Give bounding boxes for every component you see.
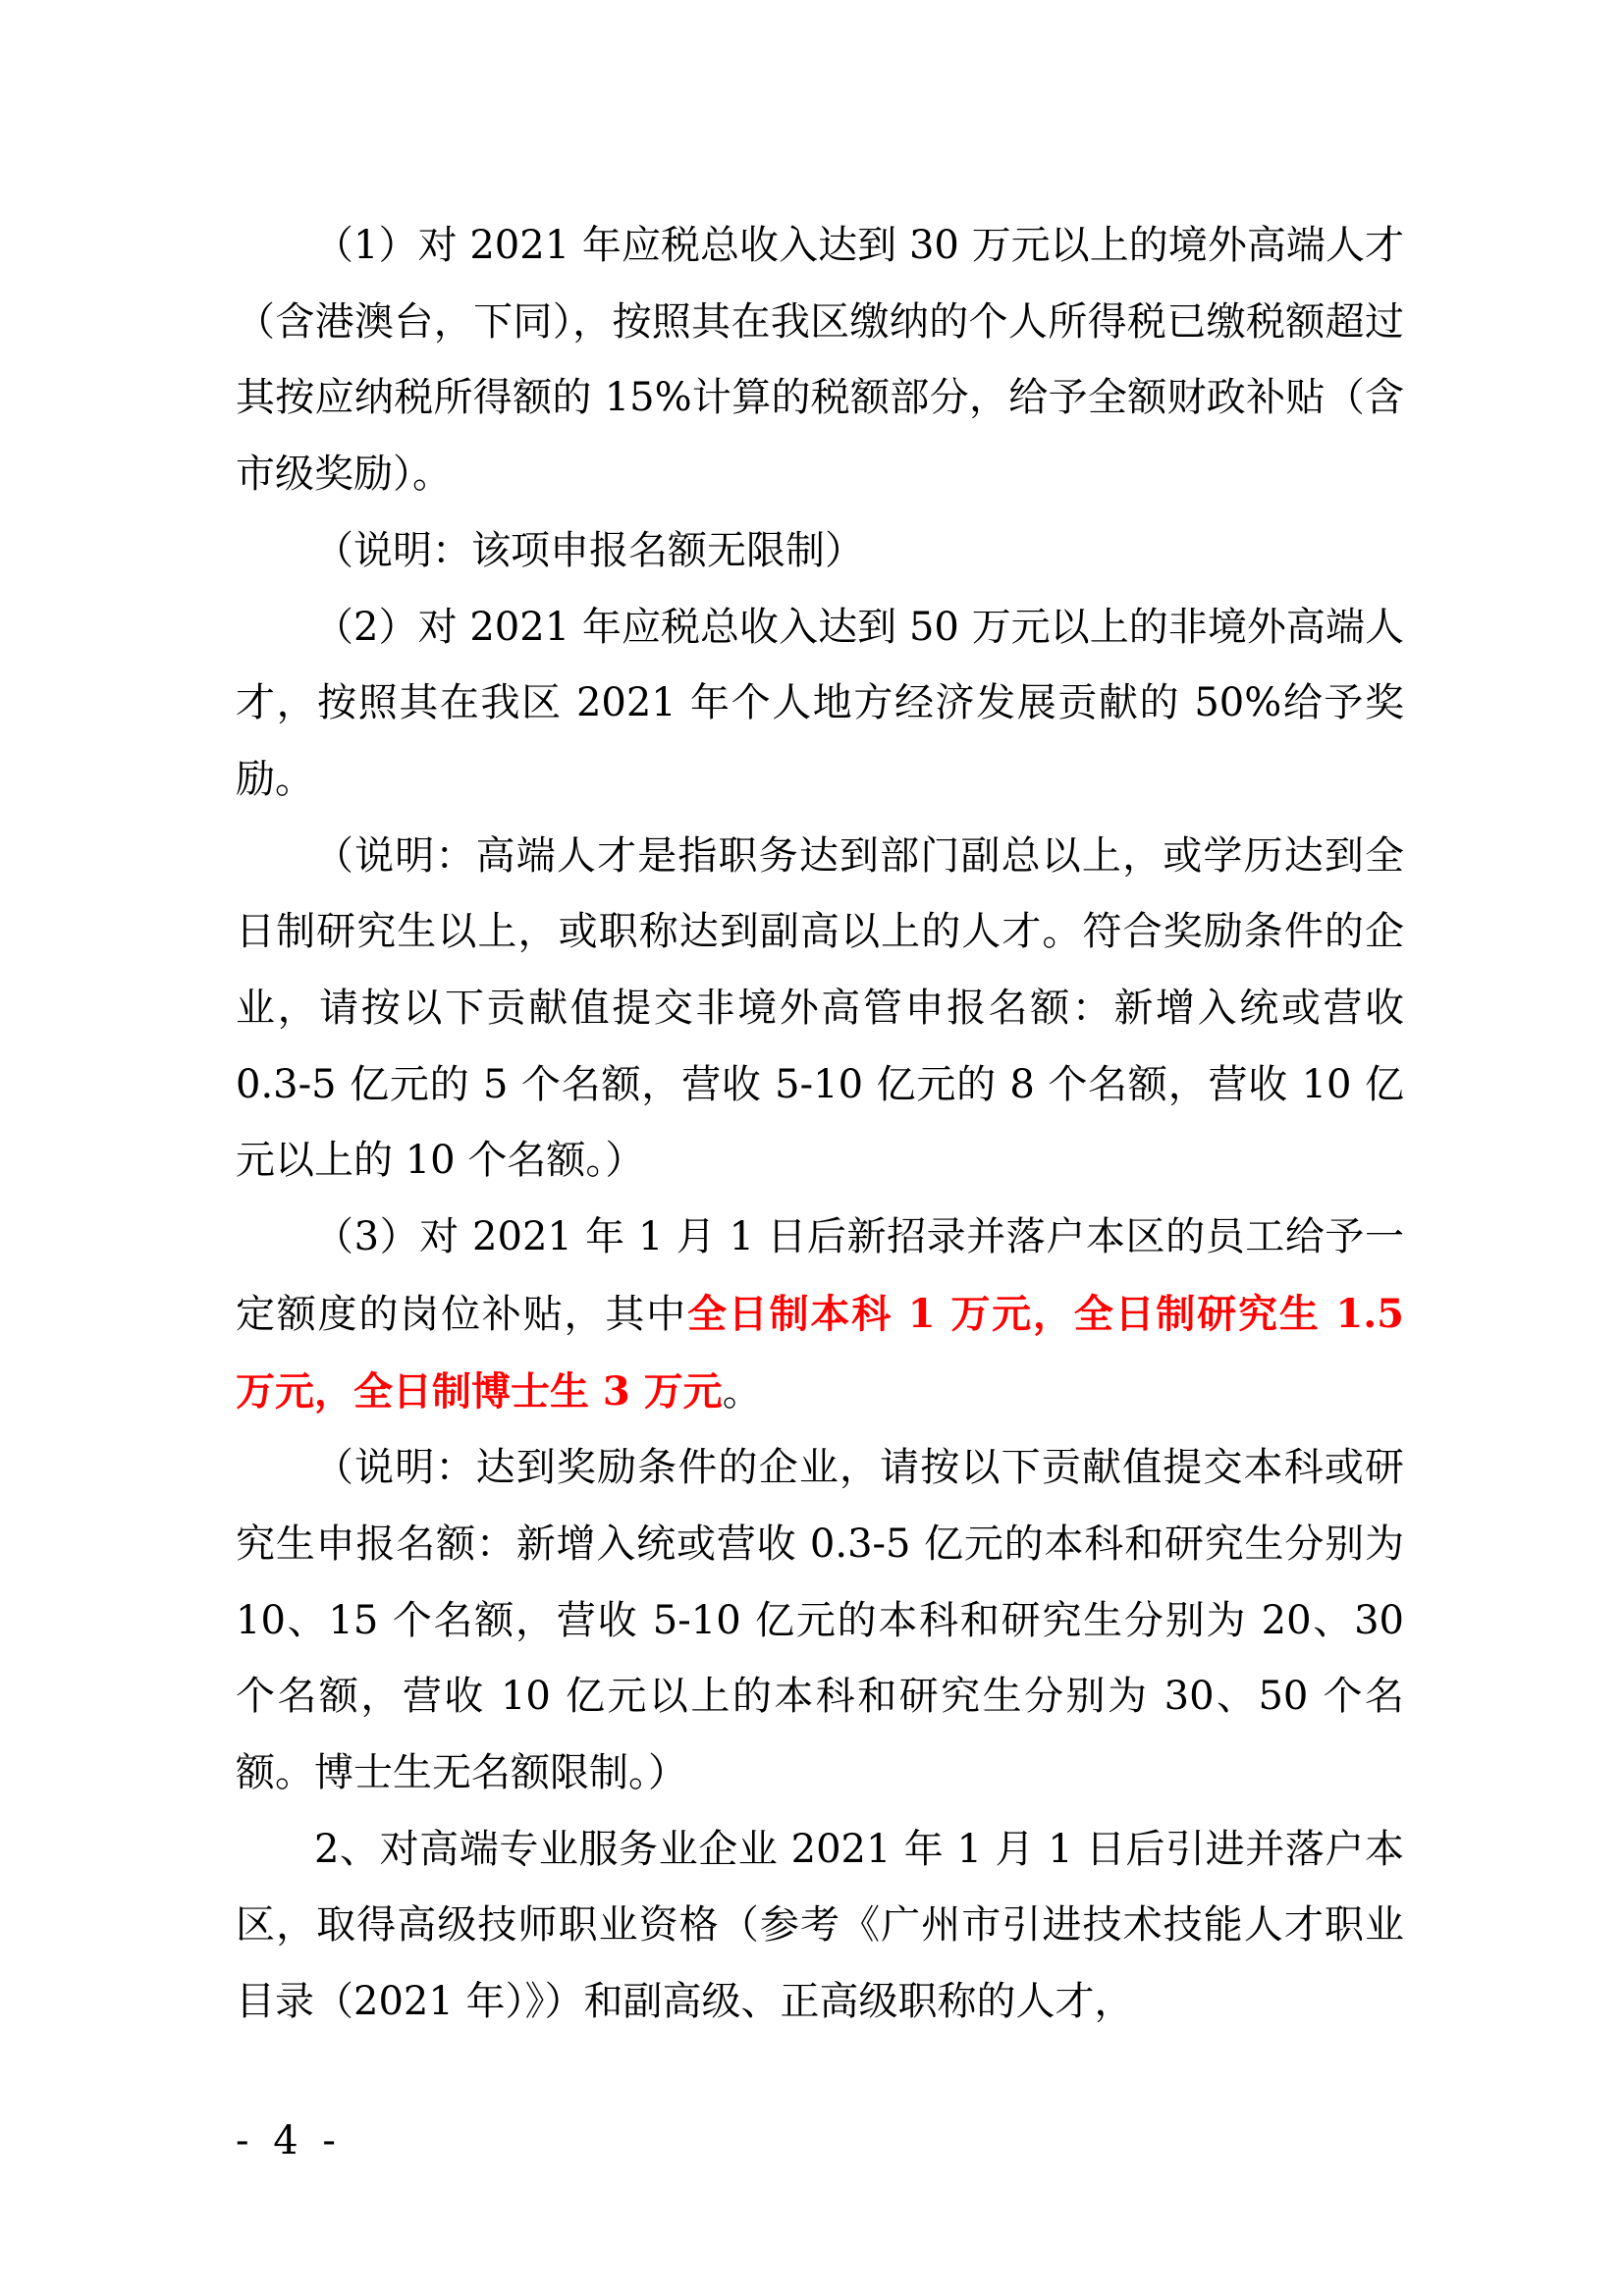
page-number: - 4 - <box>236 2118 342 2163</box>
paragraph-5-text-before: （3）对 2021 年 1 月 1 日后新招录并落户本区的员工给予一定额度的岗位补贴，其中 <box>236 1214 1404 1337</box>
paragraph-3: （2）对 2021 年应税总收入达到 50 万元以上的非境外高端人才，按照其在我区 2021 年个人地方经济发展贡献的 50%给予奖励。 <box>236 604 1404 802</box>
paragraph-5 <box>236 1200 1404 1430</box>
paragraph-1: （1）对 2021 年应税总收入达到 30 万元以上的境外高端人才（含港澳台，下同），按照其在我区缴纳的个人所得税已缴税额超过其按应纳税所得额的 15%计算的税额部分，给予全额财政补贴（含市级奖励）。 <box>236 223 1404 498</box>
paragraph-5-text-after: 。 <box>722 1368 762 1415</box>
document-body <box>236 208 1404 2041</box>
paragraph-2-note: （说明：该项申报名额无限制） <box>314 527 864 573</box>
paragraph-4-note: （说明：高端人才是指职务达到部门副总以上，或学历达到全日制研究生以上，或职称达到副高以上的人才。符合奖励条件的企业，请按以下贡献值提交非境外高管申报名额：新增入统或营收 0.3-5 亿元的 5 个名额，营收 5-10 亿元的 8 个名额，营收 10 亿元以上的 10 个名额。） <box>236 832 1404 1184</box>
paragraph-5-highlight: 全日制本科 1 万元，全日制研究生 1.5 万元，全日制博士生 3 万元 <box>236 1290 1405 1415</box>
paragraph-6-note: （说明：达到奖励条件的企业，请按以下贡献值提交本科或研究生申报名额：新增入统或营收 0.3-5 亿元的本科和研究生分别为 10、15 个名额，营收 5-10 亿元的本科和研究生分别为 20、30 个名额，营收 10 亿元以上的本科和研究生分别为 30、50 个名额。博士生无名额限制。） <box>236 1445 1404 1796</box>
paragraph-7: 2、对高端专业服务业企业 2021 年 1 月 1 日后引进并落户本区，取得高级技师职业资格（参考《广州市引进技术技能人才职业目录（2021 年）》）和副高级、正高级职称的人才， <box>236 1826 1404 2025</box>
